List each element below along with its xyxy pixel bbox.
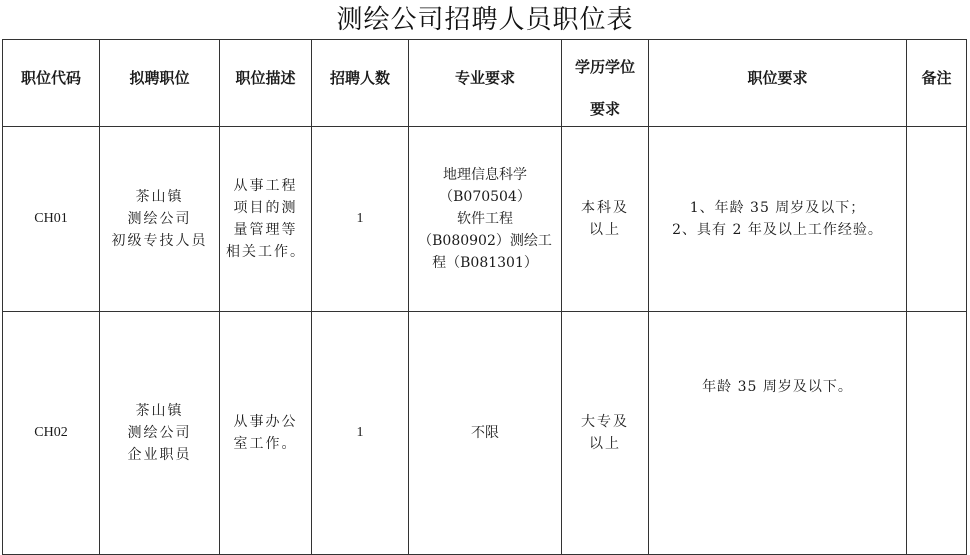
header-count: 招聘人数 [312, 40, 409, 127]
cell-education [562, 312, 649, 555]
cell-position [100, 127, 220, 312]
position-line: 测绘公司 [127, 425, 192, 441]
cell-requirements [649, 127, 907, 312]
cell-requirements [649, 312, 907, 555]
cell-description [220, 127, 312, 312]
position-line: 测绘公司 [127, 211, 192, 227]
table-row [3, 312, 967, 555]
major-line: 地理信息科学 [443, 167, 527, 183]
major-line: 软件工程 [457, 211, 513, 227]
description-line: 相关工作。 [226, 244, 306, 260]
cell-major [409, 127, 562, 312]
cell-education [562, 127, 649, 312]
positions-table [2, 39, 967, 555]
table-header-row [3, 40, 967, 127]
cell-major [409, 312, 562, 555]
cell-position [100, 312, 220, 555]
cell-remarks [907, 312, 967, 555]
header-requirements: 职位要求 [649, 40, 907, 127]
major-line: 程（B081301） [432, 255, 538, 271]
header-major: 专业要求 [409, 40, 562, 127]
major-line: （B070504） [439, 189, 531, 205]
cell-count: 1 [312, 312, 409, 555]
requirements-line: 年龄 35 周岁及以下。 [702, 379, 853, 395]
education-line: 本科及 [581, 200, 629, 216]
education-line: 以上 [589, 222, 621, 238]
major-line: （B080902）测绘工 [418, 233, 552, 249]
header-description: 职位描述 [220, 40, 312, 127]
description-line: 量管理等 [233, 222, 298, 238]
header-code: 职位代码 [3, 40, 100, 127]
position-line: 茶山镇 [135, 403, 184, 419]
cell-count: 1 [312, 127, 409, 312]
position-line: 初级专技人员 [111, 233, 208, 249]
table-row [3, 127, 967, 312]
requirements-line: 1、年龄 35 周岁及以下； [689, 200, 866, 216]
position-line: 企业职员 [127, 447, 192, 463]
major-line: 不限 [471, 425, 499, 441]
description-line: 项目的测 [233, 200, 298, 216]
education-line: 大专及 [581, 414, 629, 430]
education-line: 以上 [589, 436, 621, 452]
header-education-line2: 要求 [589, 100, 620, 118]
header-position: 拟聘职位 [100, 40, 220, 127]
description-line: 从事工程 [233, 178, 298, 194]
description-line: 从事办公 [233, 414, 298, 430]
cell-code: CH01 [3, 127, 100, 312]
requirements-line: 2、具有 2 年及以上工作经验。 [672, 222, 883, 238]
header-education [562, 40, 649, 127]
document-title: 测绘公司招聘人员职位表 [336, 5, 634, 35]
cell-description [220, 312, 312, 555]
cell-remarks [907, 127, 967, 312]
header-remarks: 备注 [907, 40, 967, 127]
position-line: 茶山镇 [135, 189, 184, 205]
description-line: 室工作。 [233, 436, 298, 452]
header-education-line1: 学历学位 [574, 58, 635, 76]
cell-code: CH02 [3, 312, 100, 555]
